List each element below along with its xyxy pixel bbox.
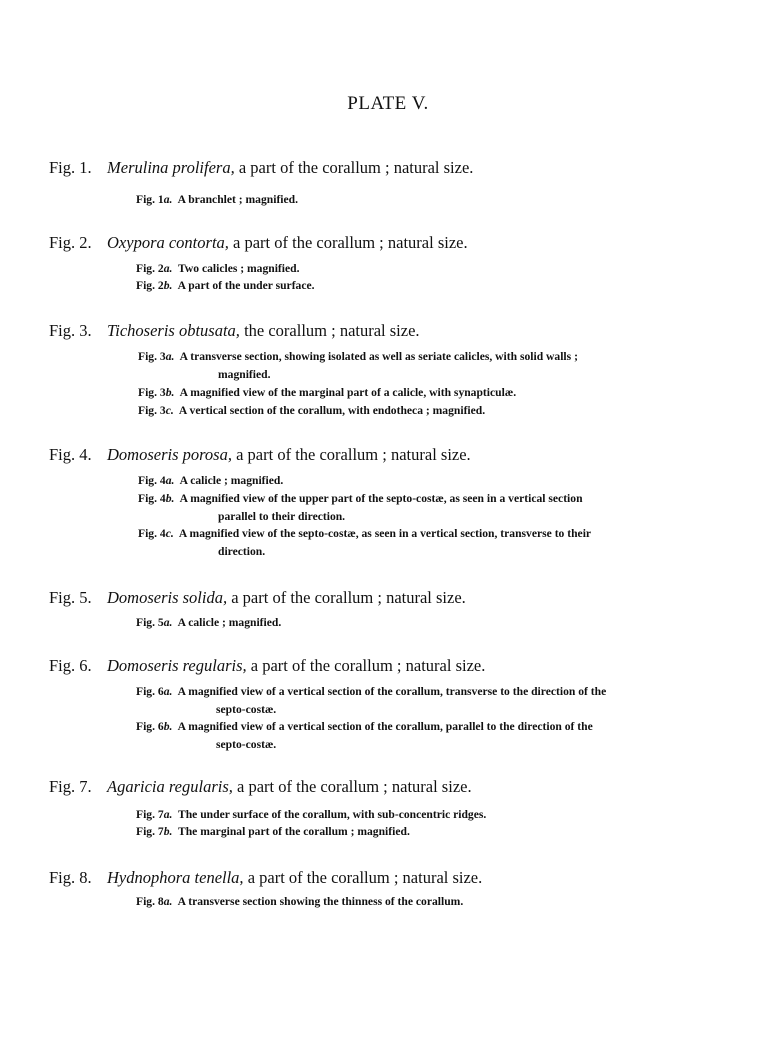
figure-label: Fig. 5. [49, 588, 92, 607]
figure-4-heading [49, 445, 749, 465]
caption-text: A part of the under surface. [177, 279, 315, 292]
figure-description: a part of the corallum ; natural size. [231, 445, 471, 464]
figure-5-heading [49, 588, 749, 608]
figure-label: Fig. 6. [49, 656, 92, 675]
figure-3b-caption: Fig. 3b. A magnified view of the marginal part of a calicle, with synapticulæ. [138, 386, 517, 399]
taxon-name: Domoseris regularis, [107, 656, 247, 675]
figure-2a-caption: Fig. 2a. Two calicles ; magnified. [136, 262, 300, 275]
caption-text: The marginal part of the corallum ; magnified. [178, 825, 410, 838]
figure-description: a part of the corallum ; natural size. [232, 777, 472, 796]
figure-3c-caption: Fig. 3c. A vertical section of the corallum, with endotheca ; magnified. [138, 404, 486, 417]
taxon-name: Domoseris porosa, [107, 445, 232, 464]
taxon-name: Domoseris solida, [107, 588, 228, 607]
figure-7b-caption: Fig. 7b. The marginal part of the corallum ; magnified. [136, 825, 410, 838]
figure-2-heading [49, 233, 749, 253]
figure-5a-caption: Fig. 5a. A calicle ; magnified. [136, 616, 282, 629]
caption-text: A calicle ; magnified. [179, 474, 284, 487]
figure-description: the corallum ; natural size. [239, 321, 420, 340]
figure-description: a part of the corallum ; natural size. [234, 158, 474, 177]
figure-6-heading [49, 656, 749, 676]
figure-3-heading [49, 321, 749, 341]
figure-label: Fig. 4. [49, 445, 92, 464]
caption-text: A magnified view of a vertical section of the corallum, parallel to the direction of the [177, 720, 593, 733]
figure-6a-caption: Fig. 6a. A magnified view of a vertical section of the corallum, transverse to the direction of the septo-costæ. [136, 683, 726, 719]
caption-continuation: magnified. [218, 368, 271, 381]
figure-description: a part of the corallum ; natural size. [228, 233, 468, 252]
caption-continuation: septo-costæ. [216, 703, 277, 716]
figure-1-heading [49, 158, 749, 178]
taxon-name: Hydnophora tenella, [107, 868, 244, 887]
figure-description: a part of the corallum ; natural size. [246, 656, 486, 675]
figure-4a-caption: Fig. 4a. A calicle ; magnified. [138, 474, 284, 487]
caption-text: The under surface of the corallum, with sub-concentric ridges. [178, 808, 487, 821]
caption-continuation: direction. [218, 545, 266, 558]
figure-6b-caption: Fig. 6b. A magnified view of a vertical section of the corallum, parallel to the direction of the septo-costæ. [136, 718, 726, 754]
figure-4c-caption: Fig. 4c. A magnified view of the septo-costæ, as seen in a vertical section, transverse to their direction. [138, 525, 724, 561]
figure-label: Fig. 8. [49, 868, 92, 887]
plate-title: PLATE V. [347, 93, 429, 114]
figure-7-heading [49, 777, 749, 797]
caption-text: A magnified view of the septo-costæ, as seen in a vertical section, transverse to their [178, 527, 592, 540]
figure-8-heading [49, 868, 749, 888]
caption-text: A magnified view of the marginal part of a calicle, with synapticulæ. [179, 386, 517, 399]
caption-continuation: septo-costæ. [216, 738, 277, 751]
figure-7a-caption: Fig. 7a. The under surface of the corallum, with sub-concentric ridges. [136, 808, 487, 821]
figure-description: a part of the corallum ; natural size. [227, 588, 466, 607]
figure-label: Fig. 1. [49, 158, 92, 177]
figure-1a-caption: Fig. 1a. A branchlet ; magnified. [136, 193, 299, 206]
caption-text: Two calicles ; magnified. [178, 262, 300, 275]
figure-label: Fig. 7. [49, 777, 92, 796]
figure-8a-caption: Fig. 8a. A transverse section showing the thinness of the corallum. [136, 895, 464, 908]
taxon-name: Oxypora contorta, [107, 233, 229, 252]
caption-text: A transverse section, showing isolated as well as seriate calicles, with solid walls ; [179, 350, 578, 363]
caption-text: A magnified view of the upper part of the septo-costæ, as seen in a vertical section [179, 492, 583, 505]
figure-4b-caption: Fig. 4b. A magnified view of the upper part of the septo-costæ, as seen in a vertical section parallel to their direction. [138, 490, 724, 526]
figure-label: Fig. 2. [49, 233, 92, 252]
caption-text: A magnified view of a vertical section of the corallum, transverse to the direction of the [177, 685, 607, 698]
figure-3a-caption: Fig. 3a. A transverse section, showing isolated as well as seriate calicles, with solid walls ; magnified. [138, 348, 724, 384]
taxon-name: Merulina prolifera, [107, 158, 235, 177]
caption-continuation: parallel to their direction. [218, 510, 346, 523]
figure-label: Fig. 3. [49, 321, 92, 340]
caption-text: A transverse section showing the thinness of the corallum. [177, 895, 464, 908]
figure-description: a part of the corallum ; natural size. [243, 868, 483, 887]
caption-text: A branchlet ; magnified. [177, 193, 299, 206]
taxon-name: Tichoseris obtusata, [107, 321, 240, 340]
figure-2b-caption: Fig. 2b. A part of the under surface. [136, 279, 315, 292]
taxon-name: Agaricia regularis, [107, 777, 233, 796]
caption-text: A calicle ; magnified. [177, 616, 282, 629]
caption-text: A vertical section of the corallum, with endotheca ; magnified. [178, 404, 486, 417]
